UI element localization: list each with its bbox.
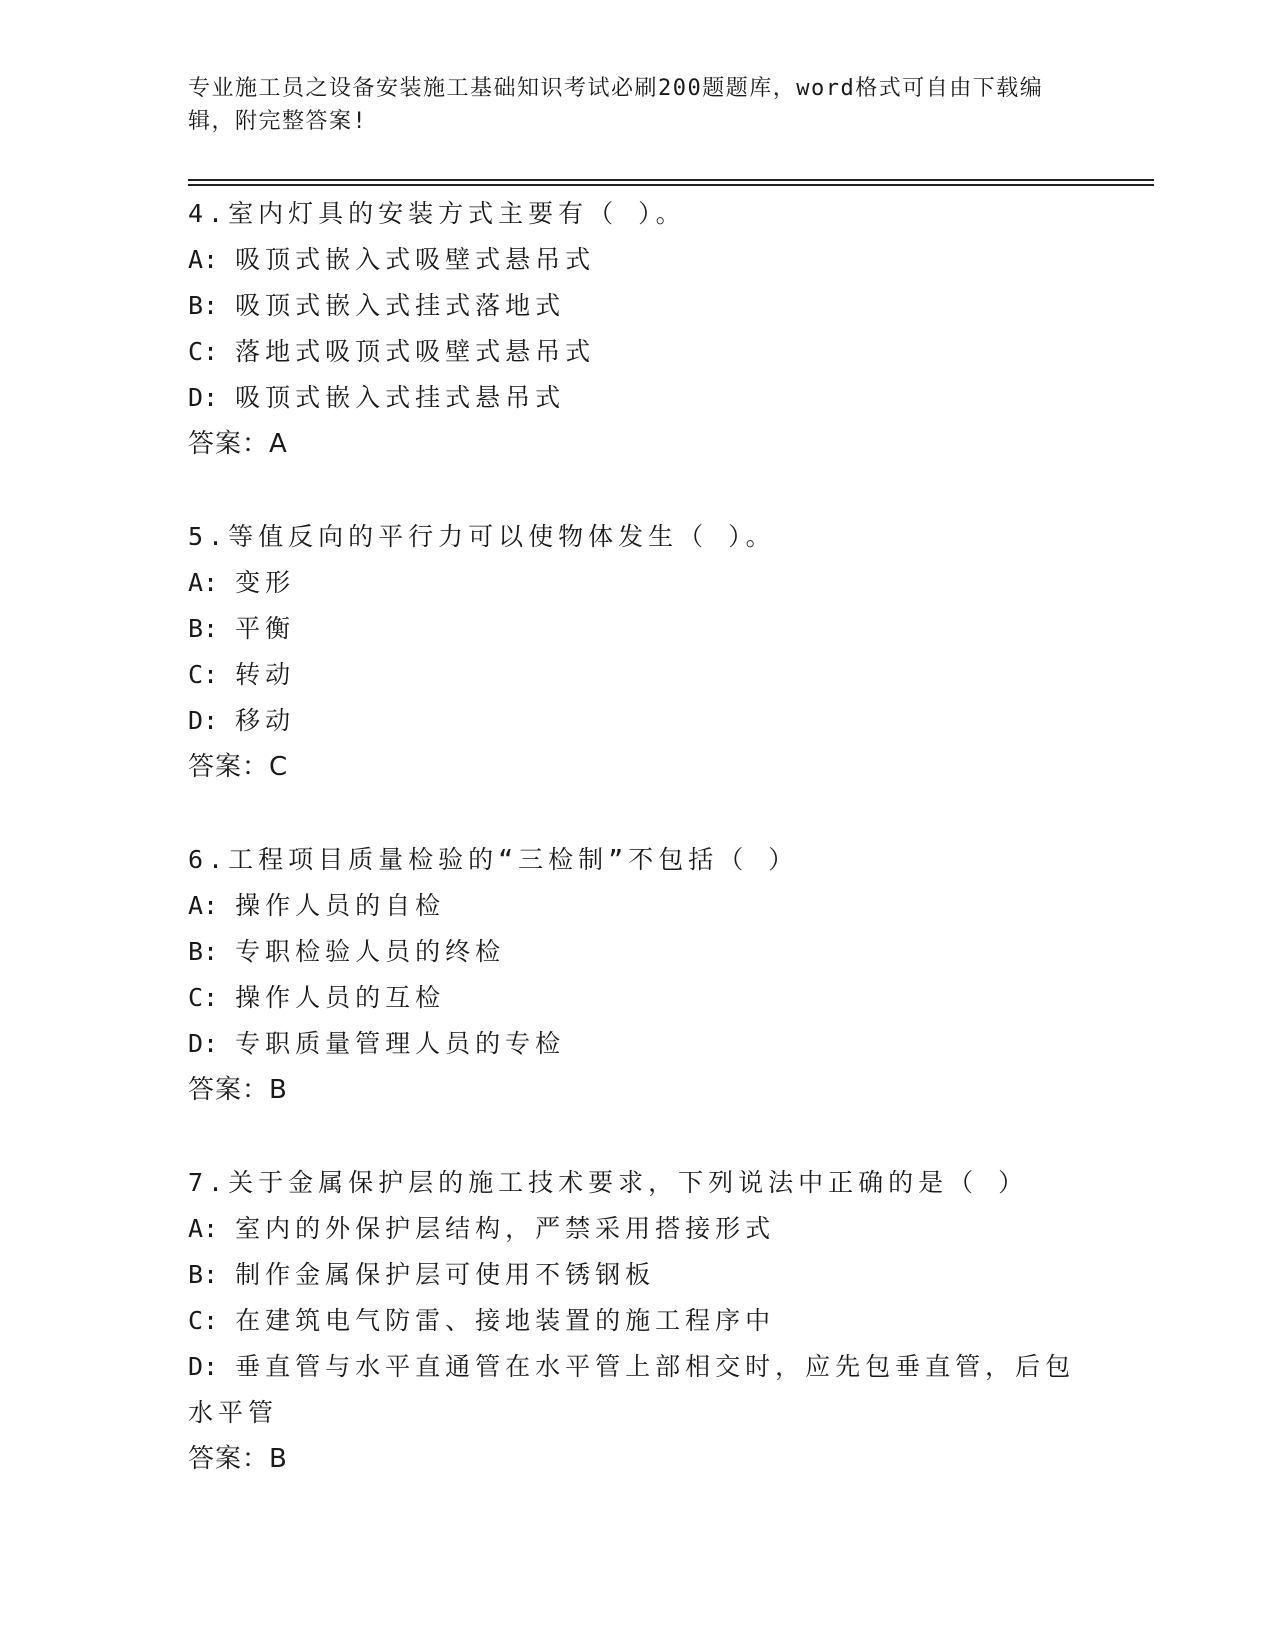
option-text: 操作人员的自检 xyxy=(235,891,446,920)
answer: 答案：B xyxy=(188,1075,288,1105)
option-text: 吸顶式嵌入式挂式悬吊式 xyxy=(235,383,566,412)
document-title: 专业施工员之设备安装施工基础知识考试必刷200题题库，word格式可自由下载编辑，附完整答案! xyxy=(188,76,1044,134)
question-7 xyxy=(188,1160,1088,1482)
option-label: D: xyxy=(188,383,219,412)
option-b xyxy=(188,283,1088,329)
option-b xyxy=(188,929,1088,975)
answer: 答案：B xyxy=(188,1444,288,1474)
option-text: 垂直管与水平直通管在水平管上部相交时，应先包垂直管，后包水平管 xyxy=(188,1352,1076,1427)
answer: 答案：C xyxy=(188,752,289,782)
option-text: 在建筑电气防雷、接地装置的施工程序中 xyxy=(235,1306,776,1335)
header-divider-bottom xyxy=(188,184,1154,186)
option-c xyxy=(188,975,1088,1021)
option-label: A: xyxy=(188,245,219,274)
option-d xyxy=(188,375,1088,421)
option-label: A: xyxy=(188,568,219,597)
option-text: 平衡 xyxy=(235,614,296,643)
option-text: 落地式吸顶式吸壁式悬吊式 xyxy=(235,337,596,366)
option-text: 吸顶式嵌入式挂式落地式 xyxy=(235,291,566,320)
header-divider-top xyxy=(188,179,1154,181)
question-5 xyxy=(188,514,1088,790)
option-label: C: xyxy=(188,1306,219,1335)
option-b xyxy=(188,606,1088,652)
option-a xyxy=(188,560,1088,606)
answer: 答案：A xyxy=(188,429,288,459)
option-d xyxy=(188,1021,1088,1067)
option-text: 操作人员的互检 xyxy=(235,983,446,1012)
option-label: C: xyxy=(188,660,219,689)
option-text: 变形 xyxy=(235,568,296,597)
option-text: 专职质量管理人员的专检 xyxy=(235,1029,566,1058)
option-text: 室内的外保护层结构，严禁采用搭接形式 xyxy=(235,1214,776,1243)
option-label: D: xyxy=(188,1352,219,1381)
question-text: 5.等值反向的平行力可以使物体发生（ ）。 xyxy=(188,522,776,551)
option-text: 制作金属保护层可使用不锈钢板 xyxy=(235,1260,656,1289)
question-4 xyxy=(188,191,1088,467)
option-text: 转动 xyxy=(235,660,296,689)
option-b xyxy=(188,1252,1088,1298)
option-text: 移动 xyxy=(235,706,296,735)
option-text: 吸顶式嵌入式吸壁式悬吊式 xyxy=(235,245,596,274)
option-label: B: xyxy=(188,1260,219,1289)
document-header xyxy=(188,72,1068,138)
option-label: D: xyxy=(188,1029,219,1058)
option-label: C: xyxy=(188,337,219,366)
option-c xyxy=(188,1298,1088,1344)
option-c xyxy=(188,329,1088,375)
option-label: A: xyxy=(188,891,219,920)
option-a xyxy=(188,237,1088,283)
option-label: B: xyxy=(188,614,219,643)
question-text: 4.室内灯具的安装方式主要有（ ）。 xyxy=(188,199,686,228)
option-d xyxy=(188,1344,1088,1436)
option-label: C: xyxy=(188,983,219,1012)
option-text: 专职检验人员的终检 xyxy=(235,937,506,966)
option-label: B: xyxy=(188,291,219,320)
question-6 xyxy=(188,837,1088,1113)
option-label: D: xyxy=(188,706,219,735)
option-label: A: xyxy=(188,1214,219,1243)
question-text: 7.关于金属保护层的施工技术要求，下列说法中正确的是（ ） xyxy=(188,1168,1029,1197)
option-label: B: xyxy=(188,937,219,966)
option-a xyxy=(188,1206,1088,1252)
option-d xyxy=(188,698,1088,744)
question-list xyxy=(188,191,1088,1529)
option-c xyxy=(188,652,1088,698)
option-a xyxy=(188,883,1088,929)
question-text: 6.工程项目质量检验的“三检制”不包括（ ） xyxy=(188,845,799,874)
